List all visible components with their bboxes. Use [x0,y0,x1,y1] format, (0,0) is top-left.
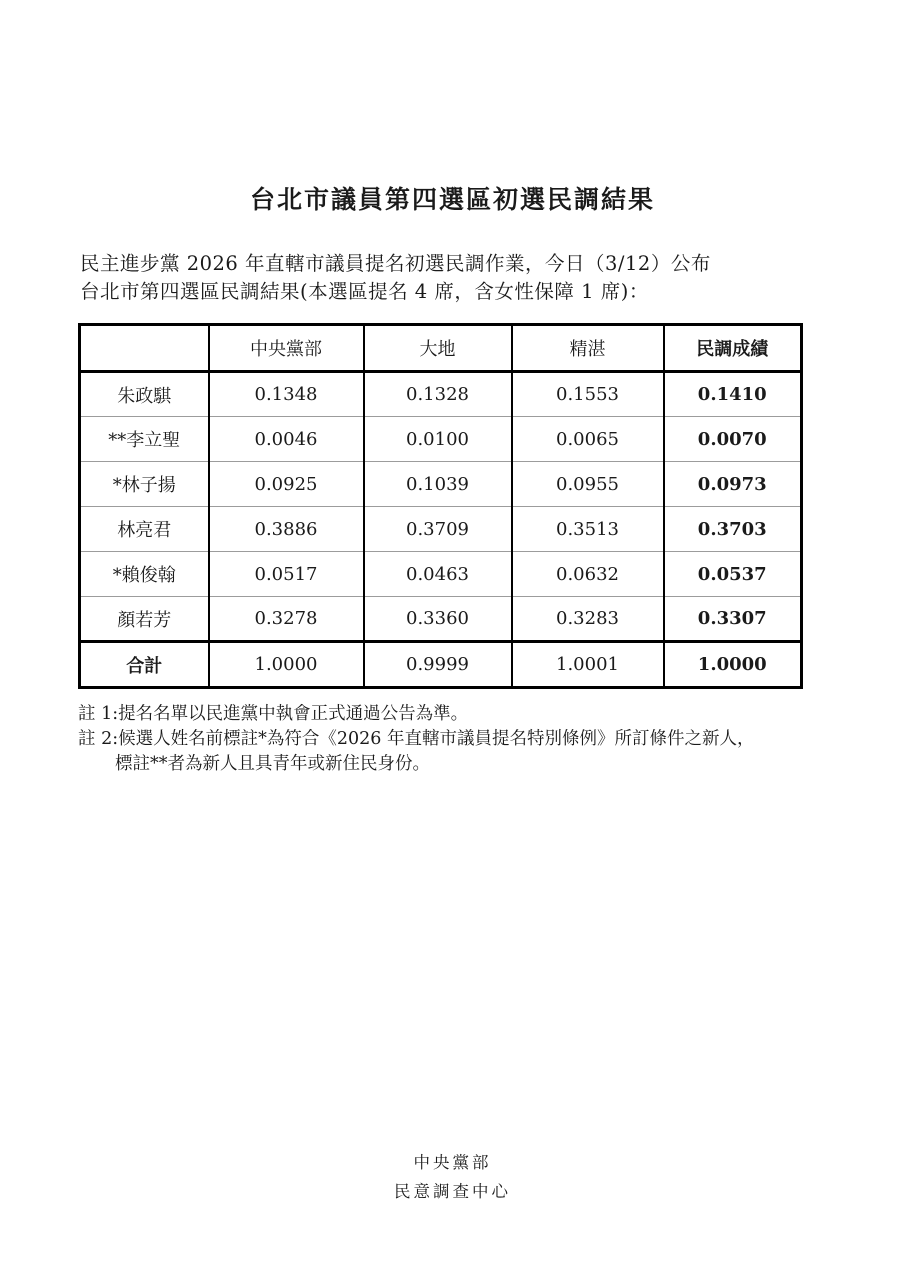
value-dadi: 0.1328 [364,372,512,417]
table-header-row [80,325,802,372]
table-total-row [80,642,802,688]
footnote-2-line-2: 標註**者為新人且具青年或新住民身份。 [115,754,430,774]
table-row [80,597,802,642]
value-poll-score: 0.0973 [664,462,802,507]
value-dadi: 0.0463 [364,552,512,597]
footer-dept: 民意調查中心 [394,1182,511,1201]
value-central-party: 0.1348 [209,372,364,417]
header-cell-central-party: 中央黨部 [209,325,364,372]
intro-line-1: 民主進步黨 2026 年直轄市議員提名初選民調作業，今日（3/12）公布 [80,252,711,275]
footnotes [78,702,838,777]
total-poll-score: 1.0000 [664,642,802,688]
value-poll-score: 0.1410 [664,372,802,417]
value-jingzhan: 0.0632 [512,552,664,597]
value-dadi: 0.1039 [364,462,512,507]
value-jingzhan: 0.1553 [512,372,664,417]
value-dadi: 0.3360 [364,597,512,642]
table-row [80,372,802,417]
value-poll-score: 0.0070 [664,417,802,462]
total-jingzhan: 1.0001 [512,642,664,688]
value-central-party: 0.0046 [209,417,364,462]
value-central-party: 0.3278 [209,597,364,642]
candidate-name: 朱政騏 [80,372,209,417]
value-jingzhan: 0.3513 [512,507,664,552]
intro-paragraph [80,250,780,306]
table-row [80,552,802,597]
candidate-name: **李立聖 [80,417,209,462]
table-row [80,417,802,462]
header-cell-blank [80,325,209,372]
value-poll-score: 0.3703 [664,507,802,552]
document-footer [0,1148,905,1206]
value-jingzhan: 0.0065 [512,417,664,462]
candidate-name: *賴俊翰 [80,552,209,597]
value-jingzhan: 0.3283 [512,597,664,642]
page-title: 台北市議員第四選區初選民調結果 [249,185,655,214]
candidate-name: 林亮君 [80,507,209,552]
value-central-party: 0.0517 [209,552,364,597]
header-cell-poll-score: 民調成績 [664,325,802,372]
header-cell-dadi: 大地 [364,325,512,372]
footnote-1: 註 1:提名名單以民進黨中執會正式通過公告為準。 [78,704,469,724]
value-jingzhan: 0.0955 [512,462,664,507]
total-dadi: 0.9999 [364,642,512,688]
value-central-party: 0.3886 [209,507,364,552]
poll-results-table [78,323,803,689]
header-cell-jingzhan: 精湛 [512,325,664,372]
intro-line-2: 台北市第四選區民調結果(本選區提名 4 席，含女性保障 1 席)： [80,280,649,303]
candidate-name: *林子揚 [80,462,209,507]
value-poll-score: 0.3307 [664,597,802,642]
table-row [80,507,802,552]
value-poll-score: 0.0537 [664,552,802,597]
value-dadi: 0.0100 [364,417,512,462]
candidate-name: 顏若芳 [80,597,209,642]
footnote-2-line-1: 註 2:候選人姓名前標註*為符合《2026 年直轄市議員提名特別條例》所訂條件之新人， [78,729,755,749]
value-dadi: 0.3709 [364,507,512,552]
table-row [80,462,802,507]
total-label: 合計 [80,642,209,688]
footer-org: 中央黨部 [413,1153,492,1172]
total-central-party: 1.0000 [209,642,364,688]
value-central-party: 0.0925 [209,462,364,507]
